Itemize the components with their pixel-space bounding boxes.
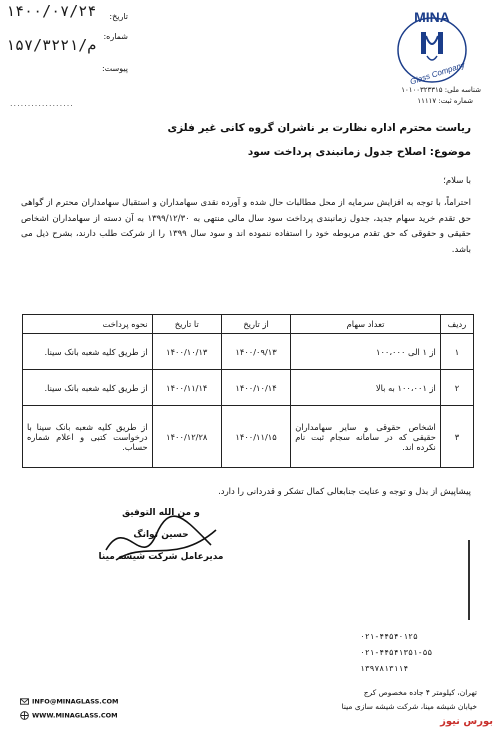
cell-from-date: ۱۴۰۰/۰۹/۱۳ xyxy=(221,334,290,370)
payment-schedule-table xyxy=(22,314,474,468)
signature-line-1: و من الله التوفیق xyxy=(122,508,200,518)
footer-website xyxy=(20,711,118,720)
body-paragraph: احتراماً، با توجه به افزایش سرمایه از محل مطالبات حال شده و آورده نقدی سهامداران و استقبال سهامداران محترم از گواهی حق تقدم خرید سهام جدید، جدول زمانبندی پرداخت سود سال مالی منتهی به ۱۳۹۹/۱۲/۳۰ به آن دسته از سهامداران اشخاص حقیقی و حقوقی که حق تقدم مربوطه خود را استفاده ننموده اند و سود سال ۱۳۹۹ را از شرکت طلب دارند، بشرح ذیل می باشد. xyxy=(21,198,471,255)
addressee: ریاست محترم اداره نظارت بر ناشران گروه کانی غیر فلزی xyxy=(167,122,471,134)
logo-bottom-text: Glass Company xyxy=(409,60,466,86)
footer-address-2: خیابان شیشه مینا، شرکت شیشه سازی مینا xyxy=(341,702,477,711)
footer-fax: ۰۲۱-۴۴۵۴۱۳۵۱-۵۵ xyxy=(360,648,433,657)
cell-to-date: ۱۴۰۰/۱۲/۲۸ xyxy=(152,406,221,468)
footer-address-1: تهران، کیلومتر ۴ جاده مخصوص کرج xyxy=(363,688,477,697)
signature-name: حسین توانگ xyxy=(133,530,189,540)
date-value: ۱۴۰۰/۰۷/۲۴ xyxy=(6,2,97,20)
date-label: تاریخ: xyxy=(109,12,128,21)
signature-block xyxy=(96,508,226,578)
closing-line: پیشاپیش از بذل و توجه و عنایت جنابعالی کمال تشکر و قدردانی را دارد. xyxy=(218,487,471,497)
watermark: بورس نیوز xyxy=(440,716,493,727)
header-share-count: تعداد سهام xyxy=(291,315,441,334)
header-to-date: تا تاریخ xyxy=(152,315,221,334)
signature-title: مدیرعامل شرکت شیشه مینا xyxy=(98,552,224,562)
number-value: ۱۵۷/م/۳۲۲۱ xyxy=(6,36,97,54)
table-row xyxy=(23,370,474,406)
cell-payment-method: از طریق کلیه شعبه بانک سینا. xyxy=(23,370,153,406)
email-text: INFO@MINAGLASS.COM xyxy=(32,697,119,706)
cell-row-number: ۲ xyxy=(440,370,473,406)
cell-share-count: اشخاص حقوقی و سایر سهامداران حقیقی که در سامانه سجام ثبت نام نکرده اند. xyxy=(291,406,441,468)
email-icon xyxy=(20,697,29,706)
globe-icon xyxy=(20,711,29,720)
footer-email xyxy=(20,697,119,706)
subject-line: موضوع: اصلاح جدول زمانبندی پرداخت سود xyxy=(247,146,471,158)
number-label: شماره: xyxy=(103,32,128,41)
company-logo xyxy=(391,6,473,86)
national-id: شناسه ملی: ۱۰۱۰۰۳۲۳۳۱۵ xyxy=(401,86,481,94)
cell-row-number: ۳ xyxy=(440,406,473,468)
header-payment-method: نحوه پرداخت xyxy=(23,315,153,334)
table-row xyxy=(23,334,474,370)
cell-from-date: ۱۴۰۰/۱۰/۱۴ xyxy=(221,370,290,406)
dotted-line: .................. xyxy=(10,99,74,108)
attachment-label: پیوست: xyxy=(101,64,128,73)
header-from-date: از تاریخ xyxy=(221,315,290,334)
website-text: WWW.MINAGLASS.COM xyxy=(32,711,118,720)
greeting: با سلام؛ xyxy=(443,176,471,186)
logo-top-text: MINA xyxy=(414,9,450,25)
registration-number: شماره ثبت: ۱۱۱۱۷ xyxy=(417,97,473,105)
margin-divider xyxy=(468,540,470,620)
cell-to-date: ۱۴۰۰/۱۱/۱۴ xyxy=(152,370,221,406)
cell-payment-method: از طریق کلیه شعبه بانک سینا. xyxy=(23,334,153,370)
footer-postal-code: ۱۳۹۷۸۱۳۱۱۴ xyxy=(360,664,409,673)
table-row xyxy=(23,406,474,468)
signature-scribble xyxy=(96,510,226,576)
cell-share-count: از ۱۰۰،۰۰۱ به بالا xyxy=(291,370,441,406)
footer-phone: ۰۲۱-۴۴۵۴۰۱۲۵ xyxy=(360,632,418,641)
cell-share-count: از ۱ الی ۱۰۰،۰۰۰ xyxy=(291,334,441,370)
header-row-number: ردیف xyxy=(440,315,473,334)
table-header-row xyxy=(23,315,474,334)
cell-to-date: ۱۴۰۰/۱۰/۱۳ xyxy=(152,334,221,370)
cell-payment-method: از طریق کلیه شعبه بانک سینا با درخواست کتبی و اعلام شماره حساب. xyxy=(23,406,153,468)
cell-from-date: ۱۴۰۰/۱۱/۱۵ xyxy=(221,406,290,468)
cell-row-number: ۱ xyxy=(440,334,473,370)
